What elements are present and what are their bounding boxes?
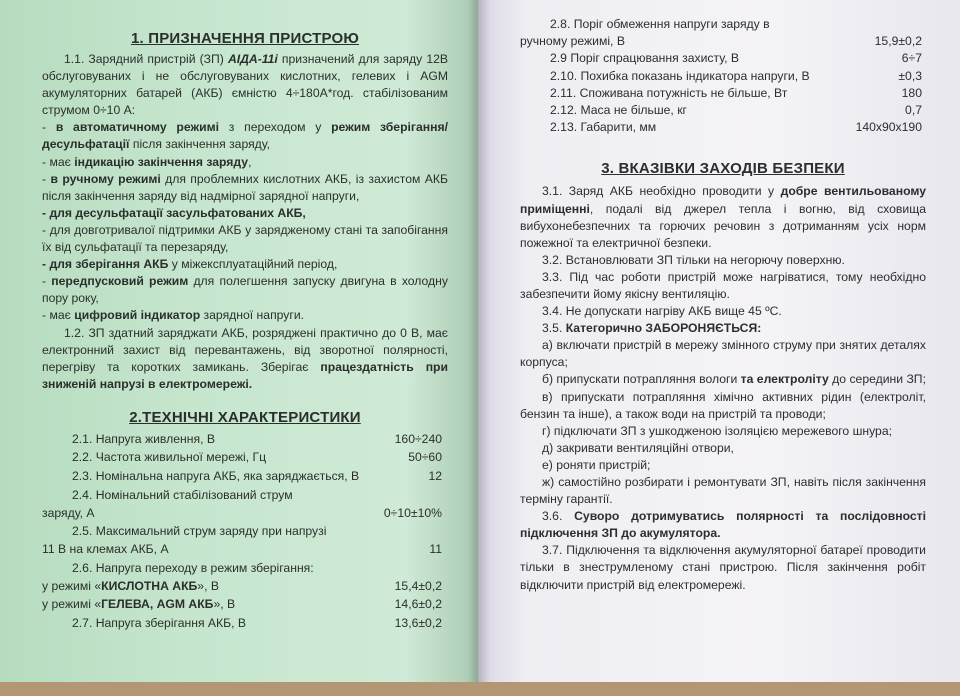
- spec-value: 50÷60: [408, 450, 442, 465]
- spec-value: 11: [429, 542, 442, 557]
- paragraph-3-1: [520, 183, 926, 251]
- spec-value: 140х90х190: [855, 120, 922, 135]
- spec-row: [42, 614, 448, 633]
- paragraph-3-2: 3.2. Встановлювати ЗП тільки на негорючу поверхню.: [542, 252, 845, 267]
- text-bold: та електроліту: [740, 372, 829, 387]
- spec-name: 11 В на клемах АКБ, А: [42, 542, 169, 557]
- spec-row: [42, 504, 448, 523]
- spec-value: 12: [428, 469, 442, 484]
- text: - має: [42, 308, 75, 323]
- spec-value: 0÷10±10%: [383, 505, 442, 520]
- prohibition-e: д) закривати вентиляційні отвори,: [542, 440, 734, 455]
- spec-row: [42, 595, 448, 614]
- section-1-title: 1. ПРИЗНАЧЕННЯ ПРИСТРОЮ: [130, 30, 360, 47]
- bullet-charge-indication: [42, 154, 448, 171]
- text-bold: передпусковий режим: [51, 274, 189, 289]
- spec-name: 2.11. Споживана потужність не більше, Вт: [550, 85, 788, 100]
- spec-2-4-heading: 2.4. Номінальний стабілізований струм: [72, 487, 293, 502]
- text: б) припускати потрапляння вологи: [542, 372, 741, 387]
- text: 3.6.: [542, 509, 575, 524]
- text-bold: - для десульфатації засульфатованих АКБ,: [42, 205, 306, 220]
- bullet-auto-mode: [42, 119, 448, 153]
- text: призначений для заряду 12В обслуговуваних і не обслуговуваних кислотних, гелевих і AGM акумуляторних батарей (АКБ) ємністю 4÷180А*год. стабілізованим струмом 0÷10 А:: [42, 52, 449, 118]
- spec-value: 15,4±0,2: [394, 578, 442, 593]
- spec-row: [520, 119, 926, 136]
- spec-2-5-heading: 2.5. Максимальний струм заряду при напрузі: [72, 524, 327, 539]
- text: для проблемних кислотних АКБ, із захистом АКБ після закінчення заряду від надмірної зарядної напруги,: [42, 171, 448, 203]
- text-bold: КИСЛОТНА АКБ: [101, 578, 198, 593]
- spec-value: 160÷240: [394, 431, 442, 446]
- prohibition-f: е) роняти пристрій;: [542, 457, 651, 472]
- right-page: [478, 0, 960, 696]
- text-bold: в автоматичному режимі: [55, 120, 220, 135]
- text: у міжексплуатаційний період,: [168, 257, 338, 272]
- table-surface: [0, 682, 960, 696]
- spec-2-8-heading: 2.8. Поріг обмеження напруги заряду в: [550, 17, 770, 31]
- prohibition-c: в) припускати потрапляння хімічно активних рідин (електроліт, бензин та інше), а також води на пристрій та проводи;: [520, 389, 926, 421]
- left-page: [0, 0, 478, 696]
- spec-value: 0,7: [905, 103, 922, 118]
- paragraph-3-4: 3.4. Не допускати нагріву АКБ вище 45 ºС.: [542, 304, 782, 319]
- brand-name: АІДА-11і: [227, 52, 278, 66]
- spec-row: [520, 50, 926, 67]
- paragraph-1-2: [42, 325, 448, 393]
- spec-row: [520, 85, 926, 102]
- text-bold: режим зберігання/десульфатації: [42, 120, 448, 152]
- spec-2-6-heading: 2.6. Напруга переходу в режим зберігання:: [72, 560, 314, 575]
- spec-row: [42, 577, 448, 596]
- text-bold: Категорично ЗАБОРОНЯЄТЬСЯ:: [565, 321, 762, 336]
- text: 1.1. Зарядний пристрій (ЗП): [64, 52, 228, 66]
- text: 1.2. ЗП здатний заряджати АКБ, розряджені практично до 0 В, має електронний захист від перевантажень, від зворотної полярності, перегріву та коротких замикань. Зберігає: [42, 325, 448, 374]
- prohibition-b: [520, 371, 926, 388]
- bullet-digital-indicator: [42, 307, 448, 324]
- text: -: [42, 274, 52, 289]
- spec-row: [520, 68, 926, 85]
- text-bold: Суворо дотримуватись полярності та послідовності підключення ЗП до акумулятора.: [520, 509, 927, 541]
- spec-name: заряду, А: [42, 505, 95, 520]
- text-bold: індикацію закінчення заряду: [74, 154, 249, 169]
- spec-list: [42, 430, 448, 486]
- text: після закінчення заряду,: [129, 137, 271, 152]
- spec-name: 2.12. Маса не більше, кг: [550, 103, 687, 118]
- text: для полегшення запуску двигуна в холодну пору року,: [42, 274, 448, 306]
- spec-row: [42, 430, 448, 449]
- spec-name: 2.1. Напруга живлення, В: [72, 431, 215, 446]
- spec-row: [520, 33, 926, 50]
- text: », В: [213, 597, 236, 612]
- text: ,: [248, 154, 252, 169]
- text-bold: в ручному режимі: [50, 171, 161, 186]
- text: , подалі від джерел тепла і вогню, від сховища вибухонебезпечних та горючих речовин з дотриманням усіх норм пожежної та електричної безпеки.: [520, 201, 926, 250]
- spec-row: [42, 448, 448, 467]
- text: до середини ЗП;: [828, 372, 926, 387]
- spec-value: 14,6±0,2: [394, 597, 442, 612]
- text: з переходом у: [219, 120, 332, 135]
- spec-name: 2.7. Напруга зберігання АКБ, В: [72, 616, 247, 631]
- text-bold: працездатність при зниженій напрузі в електромережі.: [42, 359, 448, 391]
- spec-name: 2.9 Поріг спрацювання захисту, В: [550, 51, 739, 66]
- paragraph-3-3: 3.3. Під час роботи пристрій може нагріватися, тому необхідно забезпечити йому якісну вентиляцію.: [520, 269, 926, 301]
- paragraph-3-7: 3.7. Підключення та відключення акумуляторної батареї проводити тільки в знеструмленому стані пристрою. Після закінчення робіт відключити пристрій від електромережі.: [520, 543, 926, 592]
- text: -: [42, 120, 56, 135]
- bullet-prestart-mode: [42, 273, 448, 307]
- spec-value: ±0,3: [898, 68, 922, 83]
- text: 3.5.: [542, 321, 566, 336]
- spec-list: [520, 50, 926, 136]
- spec-row: [42, 540, 448, 559]
- text: - для довготривалої підтримки АКБ у зарядженому стані та запобігання їх від сульфатації та перезаряду,: [42, 222, 448, 255]
- section-3-title: 3. ВКАЗІВКИ ЗАХОДІВ БЕЗПЕКИ: [601, 160, 845, 178]
- spec-name: 2.2. Частота живильної мережі, Гц: [72, 450, 267, 465]
- text: -: [42, 171, 51, 186]
- prohibition-a: а) включати пристрій в мережу змінного струму при знятих деталях корпуса;: [520, 338, 926, 370]
- spec-row: [42, 467, 448, 486]
- spec-row: [520, 102, 926, 119]
- paragraph-3-5: [520, 320, 926, 337]
- text: », В: [197, 578, 219, 593]
- text-bold: ГЕЛЕВА, AGM АКБ: [101, 597, 214, 612]
- spec-name: 2.13. Габарити, мм: [550, 120, 657, 135]
- bullet-desulfation: [42, 205, 448, 222]
- bullet-long-term-support: [42, 222, 448, 256]
- text-bold: цифровий індикатор: [74, 308, 201, 323]
- text-bold: - для зберігання АКБ: [42, 257, 169, 272]
- paragraph-1-1: [42, 51, 448, 119]
- text: - має: [42, 154, 75, 169]
- spec-name: ручному режимі, В: [520, 34, 625, 49]
- text-bold: добре вентильованому приміщенні: [520, 184, 926, 216]
- spec-value: 180: [901, 85, 922, 100]
- spec-name: [42, 577, 219, 596]
- text: у режимі «: [42, 597, 102, 612]
- prohibition-d: г) підключати ЗП з ушкодженою ізоляцією мережевого шнура;: [542, 423, 892, 438]
- spec-name: 2.10. Похибка показань індикатора напруги, В: [550, 68, 810, 83]
- spec-value: 13,6±0,2: [394, 616, 442, 631]
- text: зарядної напруги.: [200, 308, 305, 323]
- spec-name: 2.3. Номінальна напруга АКБ, яка заряджається, В: [72, 469, 360, 484]
- bullet-storage: [42, 256, 448, 273]
- section-2-title: 2.ТЕХНІЧНІ ХАРАКТЕРИСТИКИ: [129, 408, 361, 426]
- spec-name: [42, 595, 235, 614]
- prohibition-g: ж) самостійно розбирати і ремонтувати ЗП, навіть після закінчення терміну гарантії.: [520, 475, 926, 507]
- spec-value: 6÷7: [901, 51, 922, 66]
- book-spine: [468, 0, 490, 696]
- bullet-manual-mode: [42, 171, 448, 205]
- spec-value: 15,9±0,2: [874, 34, 922, 49]
- text: у режимі «: [42, 578, 102, 593]
- text: 3.1. Заряд АКБ необхідно проводити у: [542, 184, 781, 199]
- paragraph-3-6: [520, 508, 926, 542]
